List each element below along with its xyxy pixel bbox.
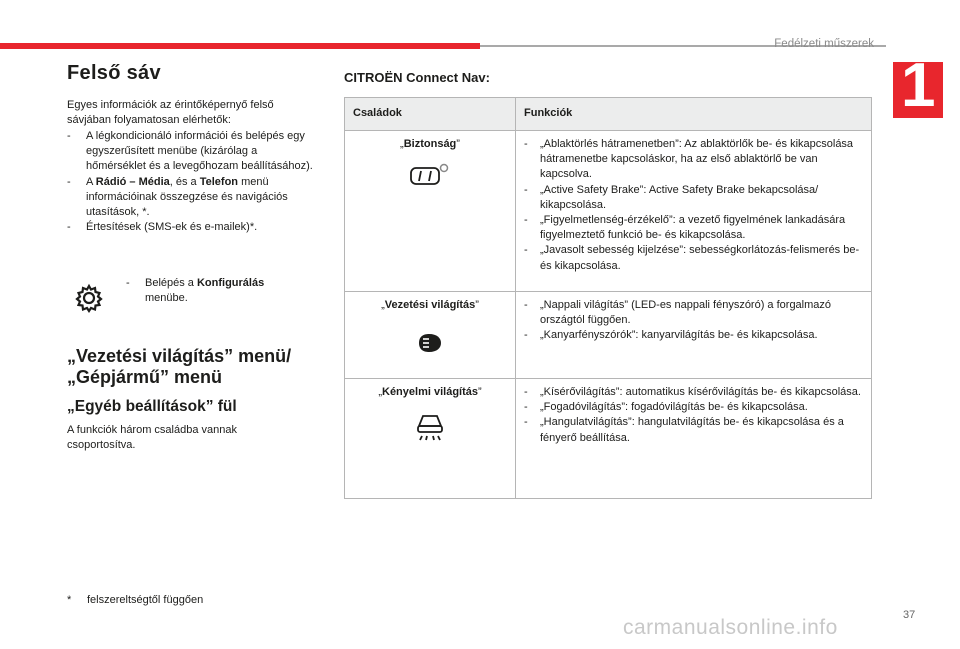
family-cell: „Vezetési világítás” (345, 292, 516, 379)
table-title: CITROËN Connect Nav: (344, 70, 490, 85)
functions-cell (516, 292, 872, 379)
list-item: - Belépés a Konfigurálás menübe. (126, 277, 265, 305)
table-row (345, 379, 872, 499)
functions-cell (516, 131, 872, 292)
function-item: - „Figyelmetlenség-érzékelő”: a vezető figyelmének lankadására figyelmeztető funkció be- és kikapcsolása. (524, 214, 846, 242)
function-item: - „Javasolt sebesség kijelzése”: sebességkorlátozás-felismerés be- és kikapcsolása. (524, 244, 860, 272)
table-row (345, 131, 872, 292)
function-item: - „Kanyarfényszórók”: kanyarvilágítás be- és kikapcsolása. (524, 329, 818, 342)
col-header-families: Családok (345, 98, 516, 131)
top-bar-list (67, 129, 317, 235)
subsection-title: „Egyéb beállítások” fül (67, 398, 237, 415)
page-number: 37 (903, 609, 916, 621)
function-item: - „Ablaktörlés hátramenetben”: Az ablaktörlők be- és kikapcsolása hátramenetbe kapcsoláskor, ha az első ablaktörlő be van kapcsolva. (524, 138, 854, 181)
function-list (524, 298, 863, 344)
table-header-row (345, 98, 872, 131)
col-header-functions: Funkciók (516, 98, 872, 131)
functions-cell (516, 379, 872, 499)
functions-table (344, 97, 872, 499)
subsection-text: A funkciók három családba vannak csoportosítva. (67, 424, 237, 452)
list-item: - Értesítések (SMS-ek és e-mailek)*. (67, 221, 258, 234)
function-item: - „Kísérővilágítás”: automatikus kísérővilágítás be- és kikapcsolása. (524, 386, 861, 398)
function-item: - „Nappali világítás” (LED-es nappali fényszóró) a forgalmazó országtól függően. (524, 299, 832, 327)
header-red-bar (0, 43, 480, 49)
chapter-number: 1 (901, 51, 936, 120)
wiper-settings-icon (408, 160, 452, 188)
section-title: „Vezetési világítás” menü/ „Gépjármű” menü (67, 346, 292, 387)
ambient-light-icon (413, 412, 447, 442)
section-header: Fedélzeti műszerek (774, 38, 874, 50)
gear-icon (74, 283, 104, 313)
intro-text: Egyes információk az érintőképernyő felső sávjában folyamatosan elérhetők: (67, 99, 274, 127)
family-cell: „Kényelmi világítás” (345, 379, 516, 499)
settings-list (126, 276, 286, 306)
function-list (524, 137, 863, 274)
table-row (345, 292, 872, 379)
list-item: - A légkondicionáló információi és belépés egy egyszerűsített menübe (kizárólag a hőmérséklet és a levegőhozam beállításához). (67, 130, 313, 173)
headlight-icon (415, 331, 445, 355)
function-item: - „Hangulatvilágítás”: hangulatvilágítás be- és kikapcsolása és a fényerő beállítása. (524, 416, 844, 444)
chapter-tab (893, 51, 943, 120)
page-title: Felső sáv (67, 62, 161, 84)
watermark: carmanualsonline.info (623, 616, 838, 639)
function-list (524, 385, 863, 446)
function-item: - „Active Safety Brake”: Active Safety Brake bekapcsolása/ kikapcsolása. (524, 183, 819, 211)
footnote: * felszereltségtől függően (67, 594, 204, 606)
family-cell: „Biztonság” (345, 131, 516, 292)
list-item: - A Rádió – Média, és a Telefon menü információinak összegzése és navigációs utasítások, *. (67, 175, 288, 219)
function-item: - „Fogadóvilágítás”: fogadóvilágítás be- és kikapcsolása. (524, 401, 808, 414)
